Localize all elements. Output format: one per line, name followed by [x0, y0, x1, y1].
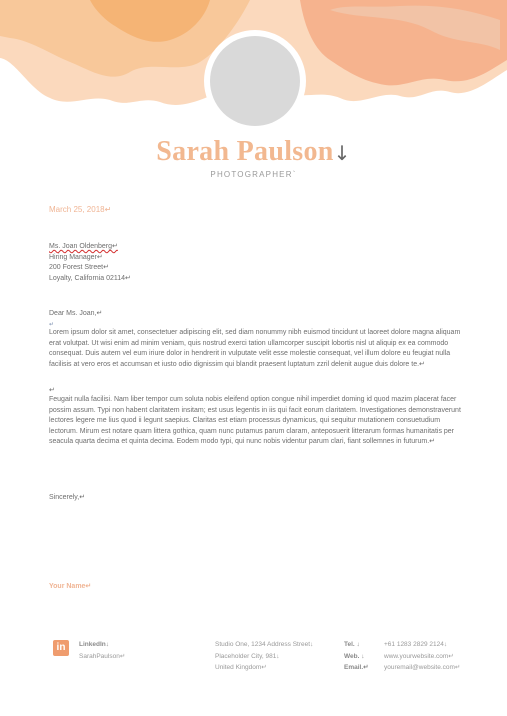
recipient-name: [49, 242, 131, 253]
profile-photo-placeholder[interactable]: [210, 36, 300, 126]
footer-contact-values: [384, 639, 460, 674]
web-value[interactable]: www.yourwebsite.com↵: [384, 652, 454, 660]
tel-label: Tel. ↓: [344, 641, 360, 648]
letter-date: March 25, 2018↵: [49, 205, 112, 214]
linkedin-label: LinkedIn↓: [79, 641, 109, 648]
address-line-2: Placeholder City, 981↓: [215, 652, 280, 660]
paragraph-mark-2: ↵: [49, 387, 55, 394]
paragraph-mark: ↵: [49, 321, 55, 328]
address-line-1: Studio One, 1234 Address Street↓: [215, 641, 314, 648]
header-name-mark: ↓: [333, 141, 351, 165]
recipient-street: 200 Forest Street↵: [49, 264, 109, 271]
email-value[interactable]: youremail@website.com↵: [384, 664, 461, 671]
header-title-text: PHOTOGRAPHER: [210, 170, 293, 179]
footer-contact-labels: [344, 639, 369, 674]
linkedin-icon[interactable]: in: [53, 640, 69, 656]
greeting-text: Dear Ms. Joan,↵: [49, 310, 103, 317]
salutation: [49, 309, 102, 330]
recipient-title: Hiring Manager↵: [49, 253, 103, 261]
recipient-name-text: Ms. Joan Oldenberg↵: [49, 243, 118, 250]
header-name-text: Sarah Paulson: [156, 136, 334, 167]
header-title-mark: `: [292, 170, 297, 179]
header-title: [0, 170, 507, 179]
web-label: Web. ↓: [344, 652, 365, 660]
header-name: [0, 136, 507, 168]
linkedin-user[interactable]: SarahPaulson↵: [79, 652, 126, 660]
recipient-address: [49, 242, 131, 284]
profile-photo-frame: [204, 30, 306, 132]
body-paragraph-2: Feugait nulla facilisi. Nam liber tempor cum soluta nobis eleifend option congue nihil imperdiet doming id quod mazim placerat facer possim assum. Typi non habent claritatem insitam; est usus legentis in iis qui facit eorum claritatem. Investigationes demonstraverunt lectores legere me lius quod ii legunt saepius. Claritas est etiam processus dynamicus, qui sequitur mutationem consuetudium lectorum. Mirum est notare quam littera gothica, quam nunc putamus parum claram, anteposuerit litterarum formas humanitatis per seacula quarta decima et quinta decima. Eodem modo typi, qui nunc nobis videntur parum clari, fiant sollemnes in futurum.↵: [49, 396, 461, 445]
email-label: Email.↵: [344, 664, 369, 671]
recipient-city: Loyalty, California 02114↵: [49, 274, 131, 282]
footer-linkedin: [79, 639, 125, 662]
body-paragraph-1: Lorem ipsum dolor sit amet, consectetuer adipiscing elit, sed diam nonummy nibh euismod tincidunt ut laoreet dolore magna aliquam erat volutpat. Ut wisi enim ad minim veniam, quis nostrud exerci tation ullamcorper suscipit lobortis nisl ut aliquip ex ea commodo consequat. Duis autem vel eum iriure dolor in hendrerit in vulputate velit esse molestie consequat, vel illum dolore eu feugiat nulla facilisis at vero eros et accumsan et iusto odio dignissim qui blandit praesent luptatum zzril delenit augue duis dolore te.↵: [49, 329, 461, 368]
closing: Sincerely,↵: [49, 494, 86, 501]
address-line-3: United Kingdom↵: [215, 664, 267, 671]
signature-name[interactable]: Your Name↵: [49, 583, 92, 590]
tel-value[interactable]: +61 1283 2829 2124↓: [384, 641, 448, 648]
footer-address: [215, 639, 313, 674]
